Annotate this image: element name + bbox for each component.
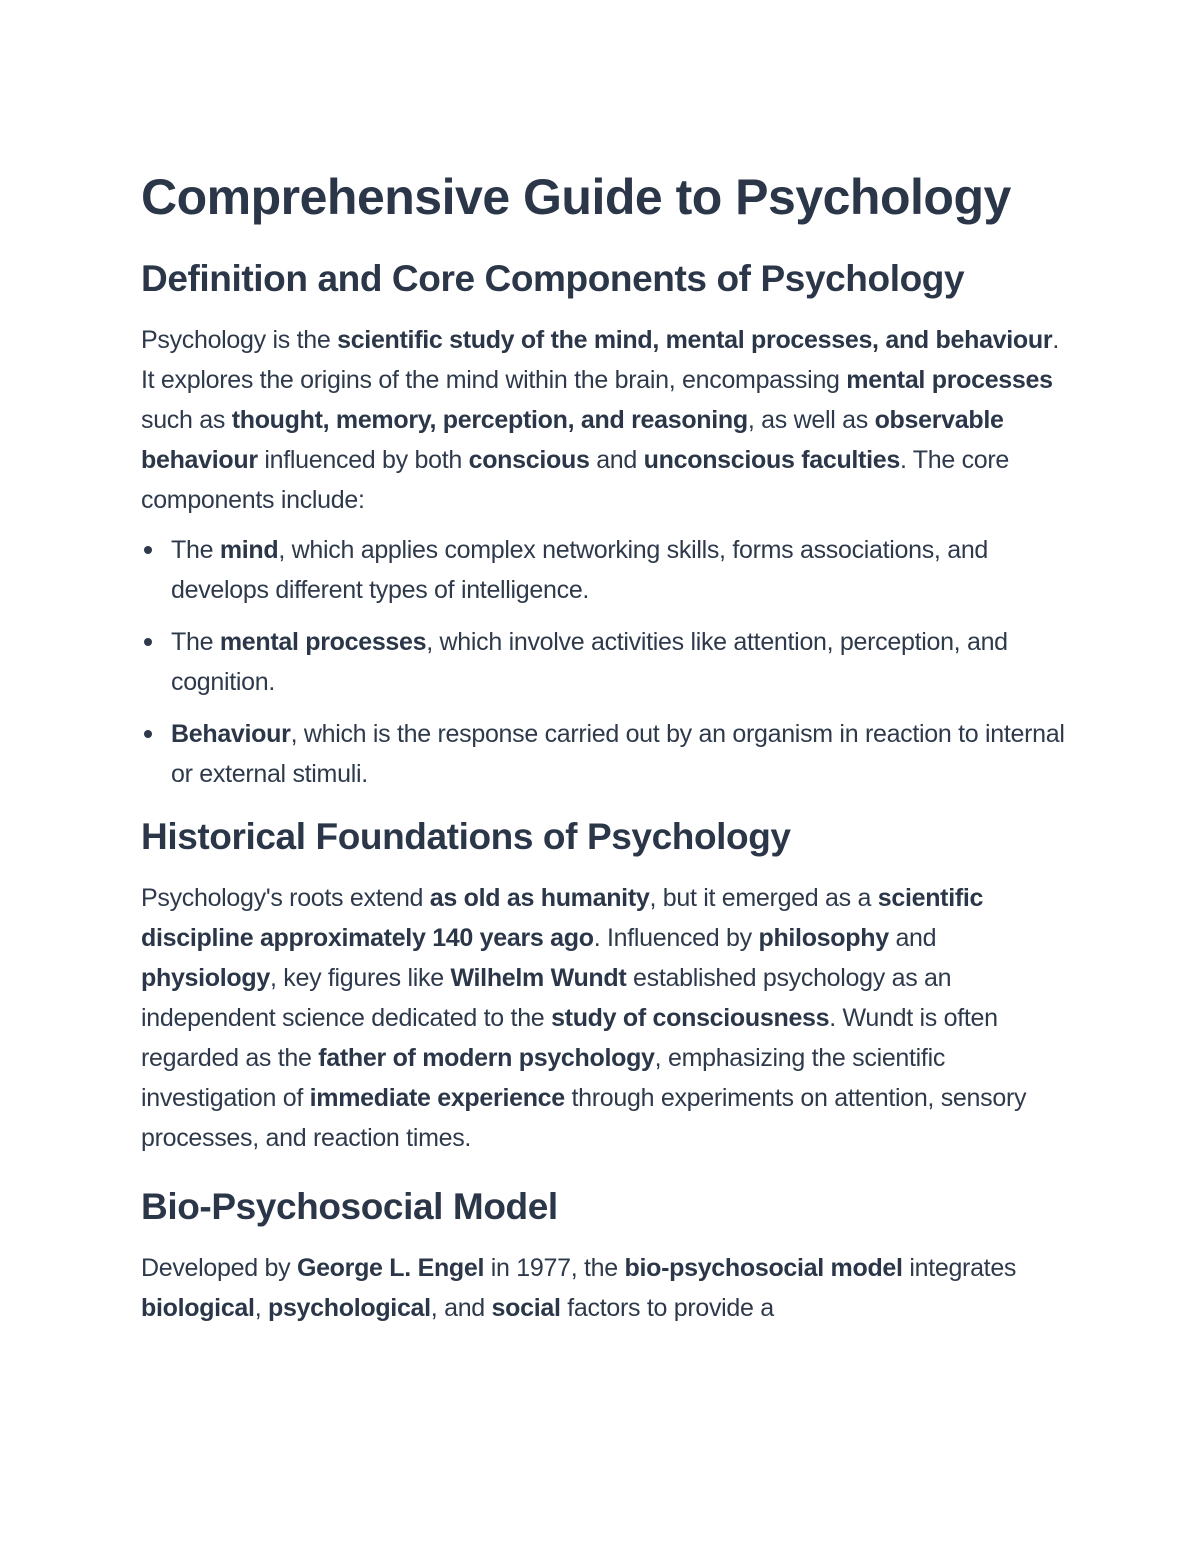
bullet-icon [144,730,152,738]
document-title: Comprehensive Guide to Psychology [141,169,1011,225]
text-run: The [171,628,220,656]
text-run: integrates [902,1254,1017,1282]
bold-run: bio-psychosocial model [624,1254,903,1282]
bold-run: scientific study of the mind, mental processes, and behaviour [337,326,1053,354]
bold-run: conscious [468,446,590,474]
text-run: , which applies complex networking skills, forms associations, and develops different types of intelligence. [171,536,989,604]
bold-run: social [491,1294,561,1322]
text-run: established psychology as an independent science dedicated to the [141,964,952,1032]
list-item [141,622,1071,702]
bullet-icon [144,638,152,646]
text-run: , key figures like [269,964,451,992]
bold-run: mind [219,536,279,564]
text-run: factors to provide a [560,1294,774,1322]
history-paragraph [141,878,1071,1158]
text-run: Psychology is the [141,326,338,354]
text-run: , as well as [747,406,875,434]
bold-run: observable behaviour [141,406,1004,474]
bold-run: as old as humanity [429,884,650,912]
bold-run: scientific discipline approximately 140 years ago [141,884,984,952]
bold-run: study of consciousness [551,1004,830,1032]
bold-run: thought, memory, perception, and reasoning [231,406,748,434]
bold-run: unconscious faculties [643,446,900,474]
section-heading-history: Historical Foundations of Psychology [141,816,791,857]
text-run: through experiments on attention, sensory processes, and reaction times. [141,1084,1027,1152]
bold-run: Behaviour [171,720,291,748]
list-item [141,530,1071,610]
text-run: such as [141,406,232,434]
bold-run: Wilhelm Wundt [450,964,627,992]
text-run: . The core components include: [141,446,1010,514]
bold-run: physiology [141,964,270,992]
bold-run: father of modern psychology [318,1044,655,1072]
text-run: , emphasizing the scientific investigation of [141,1044,946,1112]
text-run: in 1977, the [484,1254,625,1282]
list-item [141,714,1071,794]
text-run: . It explores the origins of the mind within the brain, encompassing [141,326,1059,394]
text-run: . Wundt is often regarded as the [141,1004,998,1072]
text-run: Developed by [141,1254,297,1282]
definition-paragraph [141,320,1071,520]
text-run: The [171,536,220,564]
text-run: and [888,924,937,952]
core-components-list [141,530,1071,794]
bold-run: biological [141,1294,255,1322]
text-run: Psychology's roots extend [141,884,430,912]
text-run: . Influenced by [593,924,759,952]
text-run: , and [430,1294,492,1322]
document-page [141,160,1071,1338]
bold-run: mental processes [219,628,427,656]
text-run: influenced by both [257,446,469,474]
text-run: , [254,1294,268,1322]
bold-run: immediate experience [309,1084,565,1112]
bold-run: psychological [267,1294,431,1322]
biopsychosocial-paragraph [141,1248,1071,1328]
section-heading-definition: Definition and Core Components of Psychology [141,258,965,299]
text-run: , but it emerged as a [649,884,878,912]
bold-run: philosophy [758,924,889,952]
bold-run: George L. Engel [296,1254,485,1282]
bullet-icon [144,546,152,554]
text-run: , which involve activities like attention, perception, and cognition. [171,628,1008,696]
section-heading-biopsychosocial: Bio-Psychosocial Model [141,1186,558,1227]
text-run: and [589,446,644,474]
text-run: , which is the response carried out by an organism in reaction to internal or external stimuli. [171,720,1065,788]
bold-run: mental processes [846,366,1053,394]
